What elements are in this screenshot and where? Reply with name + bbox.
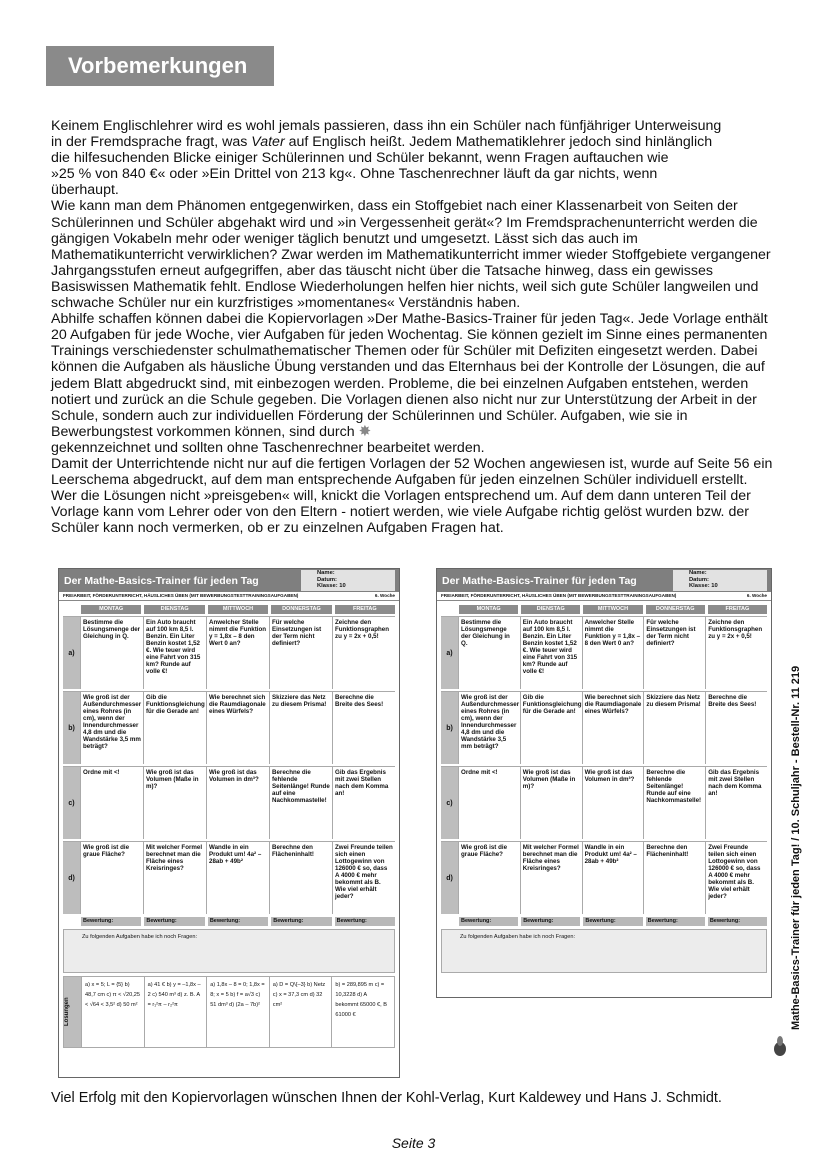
closing-note: Viel Erfolg mit den Kopiervorlagen wünschen Ihnen der Kohl-Verlag, Kurt Kaldewey und Hans J. Schmidt.: [51, 1090, 722, 1106]
paragraph-3: Abhilfe schaffen können dabei die Kopiervorlagen »Der Mathe-Basics-Trainer für jeden Tag«. Jede Vorlage enthält 20 Aufgaben für jede Woche, vier Aufgaben für jeden Wochentag. Sie können gezielt im Sinne eines permanenten Trainings verschiedenster schulmathematischer Themen oder für Schüler mit Defiziten eingesetzt werden. Dabei können die Aufgaben als häusliche Übung verstanden und das Elternhaus bei der Kontrolle der Lösungen, die auf jedem Blatt abgedruckt sind, mit einbezogen werden. Probleme, die bei einzelnen Aufgaben entstehen, werden notiert und zurück an die Schule gegeben. Die Vorlagen dienen also nicht nur zur Unterstützung der Arbeit in der Schule, sondern auch zur individuellen Förderung der Schülerinnen und Schüler. Aufgaben, wie sie in Bewerbungstest vorkommen können, sind durch ✸: [51, 311, 768, 440]
solutions-box: Lösungen a) x = 5; L = {5} b) 48,7 cm c) π < √20,25 < √64 < 3,5² d) 50 m² a) 41 € b) y = –1,8x – 2 c) 540 m³ d) z. B. A = r₁²π – r₂²π a) 1,8x – 8 = 0; 1,8x = 8; x = 5 b) f = a√3 c) 51 dm³ d) (2a – 7b)² a) D = Q\{–3} b) Netz c) x = 37,3 cm d) 32 cm² b) = 289,895 m c) = 10,3228 d) A bekommt 65000 €, B 61000 €: [63, 976, 395, 1048]
paragraph-5: Wer die Lösungen nicht »preisgeben« will, knickt die Vorlagen entsprechend um. Auf dem dann unteren Teil der Vorlage kann vom Lehrer oder von den Eltern - notiert werden, wie viele Aufgabe richtig gelöst wurden bzw. der Schüler kann noch vermerken, ob er zu einzelnen Aufgaben Fragen hat.: [51, 488, 751, 537]
worksheet-header: Der Mathe-Basics-Trainer für jeden Tag Name: Datum: Klasse: 10: [59, 569, 399, 592]
worksheet-subtitle: FREIARBEIT, FÖRDERUNTERRICHT, HÄUSLICHES ÜBEN (MIT BEWERBUNGSTESTTRAININGSAUFGABEN) 6. Woche: [59, 592, 399, 601]
task-row-a: a) Bestimme die Lösungsmenge der Gleichung in Q. Ein Auto braucht auf 100 km 8,5 l. Benzin. Ein Liter Benzin kostet 1,52 €. Wie teuer wird eine Fahrt von 315 km? Runde auf volle €! Anwelcher Stelle nimmt die Funktion y = 1,8x – 8 den Wert 0 an? Für welche Einsetzungen ist der Term nicht definiert? Zeichne den Funktionsgraphen zu y = 2x + 0,5!: [63, 616, 395, 689]
paragraph-3b: gekennzeichnet und sollten ohne Taschenrechner bearbeitet werden.: [51, 439, 485, 456]
section-title: Vorbemerkungen: [46, 46, 274, 86]
rating-row: Bewertung: Bewertung: Bewertung: Bewertung: Bewertung:: [81, 917, 395, 926]
star-icon: ✸: [358, 422, 372, 440]
questions-box: Zu folgenden Aufgaben habe ich noch Fragen:: [63, 929, 395, 973]
publisher-logo: [773, 1035, 811, 1061]
paragraph-1: Keinem Englischlehrer wird es wohl jemals passieren, dass ihn ein Schüler nach fünfjähriger Unterweisung in der Fremdsprache fragt, was Vater auf Englisch heißt. Jedem Mathematiklehrer jedoch sind hinlänglich die hilfesuchenden Blicke einiger Schülerinnen und Schüler bekannt, wenn Fragen auftauchen wie »25 % von 840 €« oder »Ein Drittel von 213 kg«. Ohne Taschenrechner läuft da gar nichts, wenn überhaupt.: [51, 118, 722, 199]
worksheet-preview-with-solutions: [58, 568, 400, 1078]
product-side-label: Mathe-Basics-Trainer für jeden Tag! / 10. Schuljahr - Bestell-Nr. 11 219: [790, 665, 802, 1030]
page-number: Seite 3: [391, 1135, 436, 1151]
paragraph-4: Damit der Unterrichtende nicht nur auf die fertigen Vorlagen der 52 Wochen angewiesen ist, wurde auf Seite 56 ein Leerschema abgedruckt, auf dem man entsprechende Aufgaben für jeden einzelnen Schüler individuell erstellt.: [51, 455, 773, 489]
worksheet-preview-folded: Der Mathe-Basics-Trainer für jeden Tag Name: Datum: Klasse: 10 FREIARBEIT, FÖRDERUNTERRICHT, HÄUSLICHES ÜBEN (MIT BEWERBUNGSTESTTRAININGSAUFGABEN) 6. Woche MONTAG DIENSTAG MITTWOCH DONNERSTAG FREITAG a) Bestimme die Lösungsmenge der Gleichung in Q. Ein Auto braucht auf 100 km 8,5 l. Benzin. Ein Liter Benzin kostet 1,52 €. Wie teuer wird eine Fahrt von 315 km? Runde auf volle €! Anwelcher Stelle nimmt die Funktion y = 1,8x – 8 den Wert 0 an? Für welche Einsetzungen ist der Term nicht definiert? Zeichne den Funktionsgraphen zu y = 2x + 0,5! b) Wie groß ist der Außendurchmesser eines Rohres (in cm), wenn der Innendurchmesser 4,8 dm und die Wandstärke 3,5 mm beträgt? Gib die Funktionsgleichung für die Gerade an! Wie berechnet sich die Raumdiagonale eines Würfels? Skizziere das Netz zu diesem Prisma! Berechne die Breite des Sees! c) Ordne mit <! Wie groß ist das Volumen (Maße in m)? Wie groß ist das Volumen in dm³? Berechne die fehlende Seitenlänge! Runde auf eine Nachkommastelle! Gib das Ergebnis mit zwei Stellen nach dem Komma an! d) Wie groß ist die graue Fläche? Mit welcher Formel berechnet man die Fläche eines Kreisringes? Wandle in ein Produkt um! 4a² – 28ab + 49b² Berechne den Flächeninhalt! Zwei Freunde teilen sich einen Lottogewinn von 126000 € so, dass A 4000 € mehr bekommt als B. Wie viel erhält jeder? Bewertung: Bewertung: Bewertung: Bewertung: Bewertung: Zu folgenden Aufgaben habe ich noch Fragen:: [436, 568, 772, 998]
paragraph-2: Wie kann man dem Phänomen entgegenwirken, dass ein Stoffgebiet nach einer Klassenarbeit von Seiten der Schülerinnen und Schüler abgehakt wird und »in Vergessenheit gerät«? Im Fremdsprachenunterricht werden die gängigen Vokabeln mehr oder weniger täglich benutzt und umgesetzt. Lässt sich das auch im Mathematikunterricht verwirklichen? Zwar werden im Mathematikunterricht immer wieder Stoffgebiete vergangener Jahrgangsstufen erneut aufgegriffen, aber das täuscht nicht über die Tatsache hinweg, dass ein gewisses Basiswissen Mathematik fehlt. Endlose Wiederholungen helfen hier nichts, weil sich gute Schüler langweilen und schwache Schüler nur ein kurzfristiges »momentanes« Verständnis haben.: [51, 198, 771, 312]
task-row-c: c) Ordne mit <! Wie groß ist das Volumen (Maße in m)? Wie groß ist das Volumen in dm³? Berechne die fehlende Seitenlänge! Runde auf eine Nachkommastelle! Gib das Ergebnis mit zwei Stellen nach dem Komma an!: [63, 766, 395, 839]
task-row-b: b) Wie groß ist der Außendurchmesser eines Rohres (in cm), wenn der Innendurchmesser 4,8 dm und die Wandstärke 3,5 mm beträgt? Gib die Funktionsgleichung für die Gerade an! Wie berechnet sich die Raumdiagonale eines Würfels? Skizziere das Netz zu diesem Prisma! Berechne die Breite des Sees!: [63, 691, 395, 764]
worksheet-meta: Name: Datum: Klasse: 10: [301, 570, 395, 591]
intro-text: [51, 118, 773, 536]
cabbage-icon: [773, 1035, 787, 1057]
task-row-d: d) Wie groß ist die graue Fläche? Mit welcher Formel berechnet man die Fläche eines Kreisringes? Wandle in ein Produkt um! 4a² – 28ab + 49b² Berechne den Flächeninhalt! Zwei Freunde teilen sich einen Lottogewinn von 126000 € so, dass A 4000 € mehr bekommt als B. Wie viel erhält jeder?: [63, 841, 395, 914]
weekday-header: MONTAG DIENSTAG MITTWOCH DONNERSTAG FREITAG: [59, 601, 399, 614]
